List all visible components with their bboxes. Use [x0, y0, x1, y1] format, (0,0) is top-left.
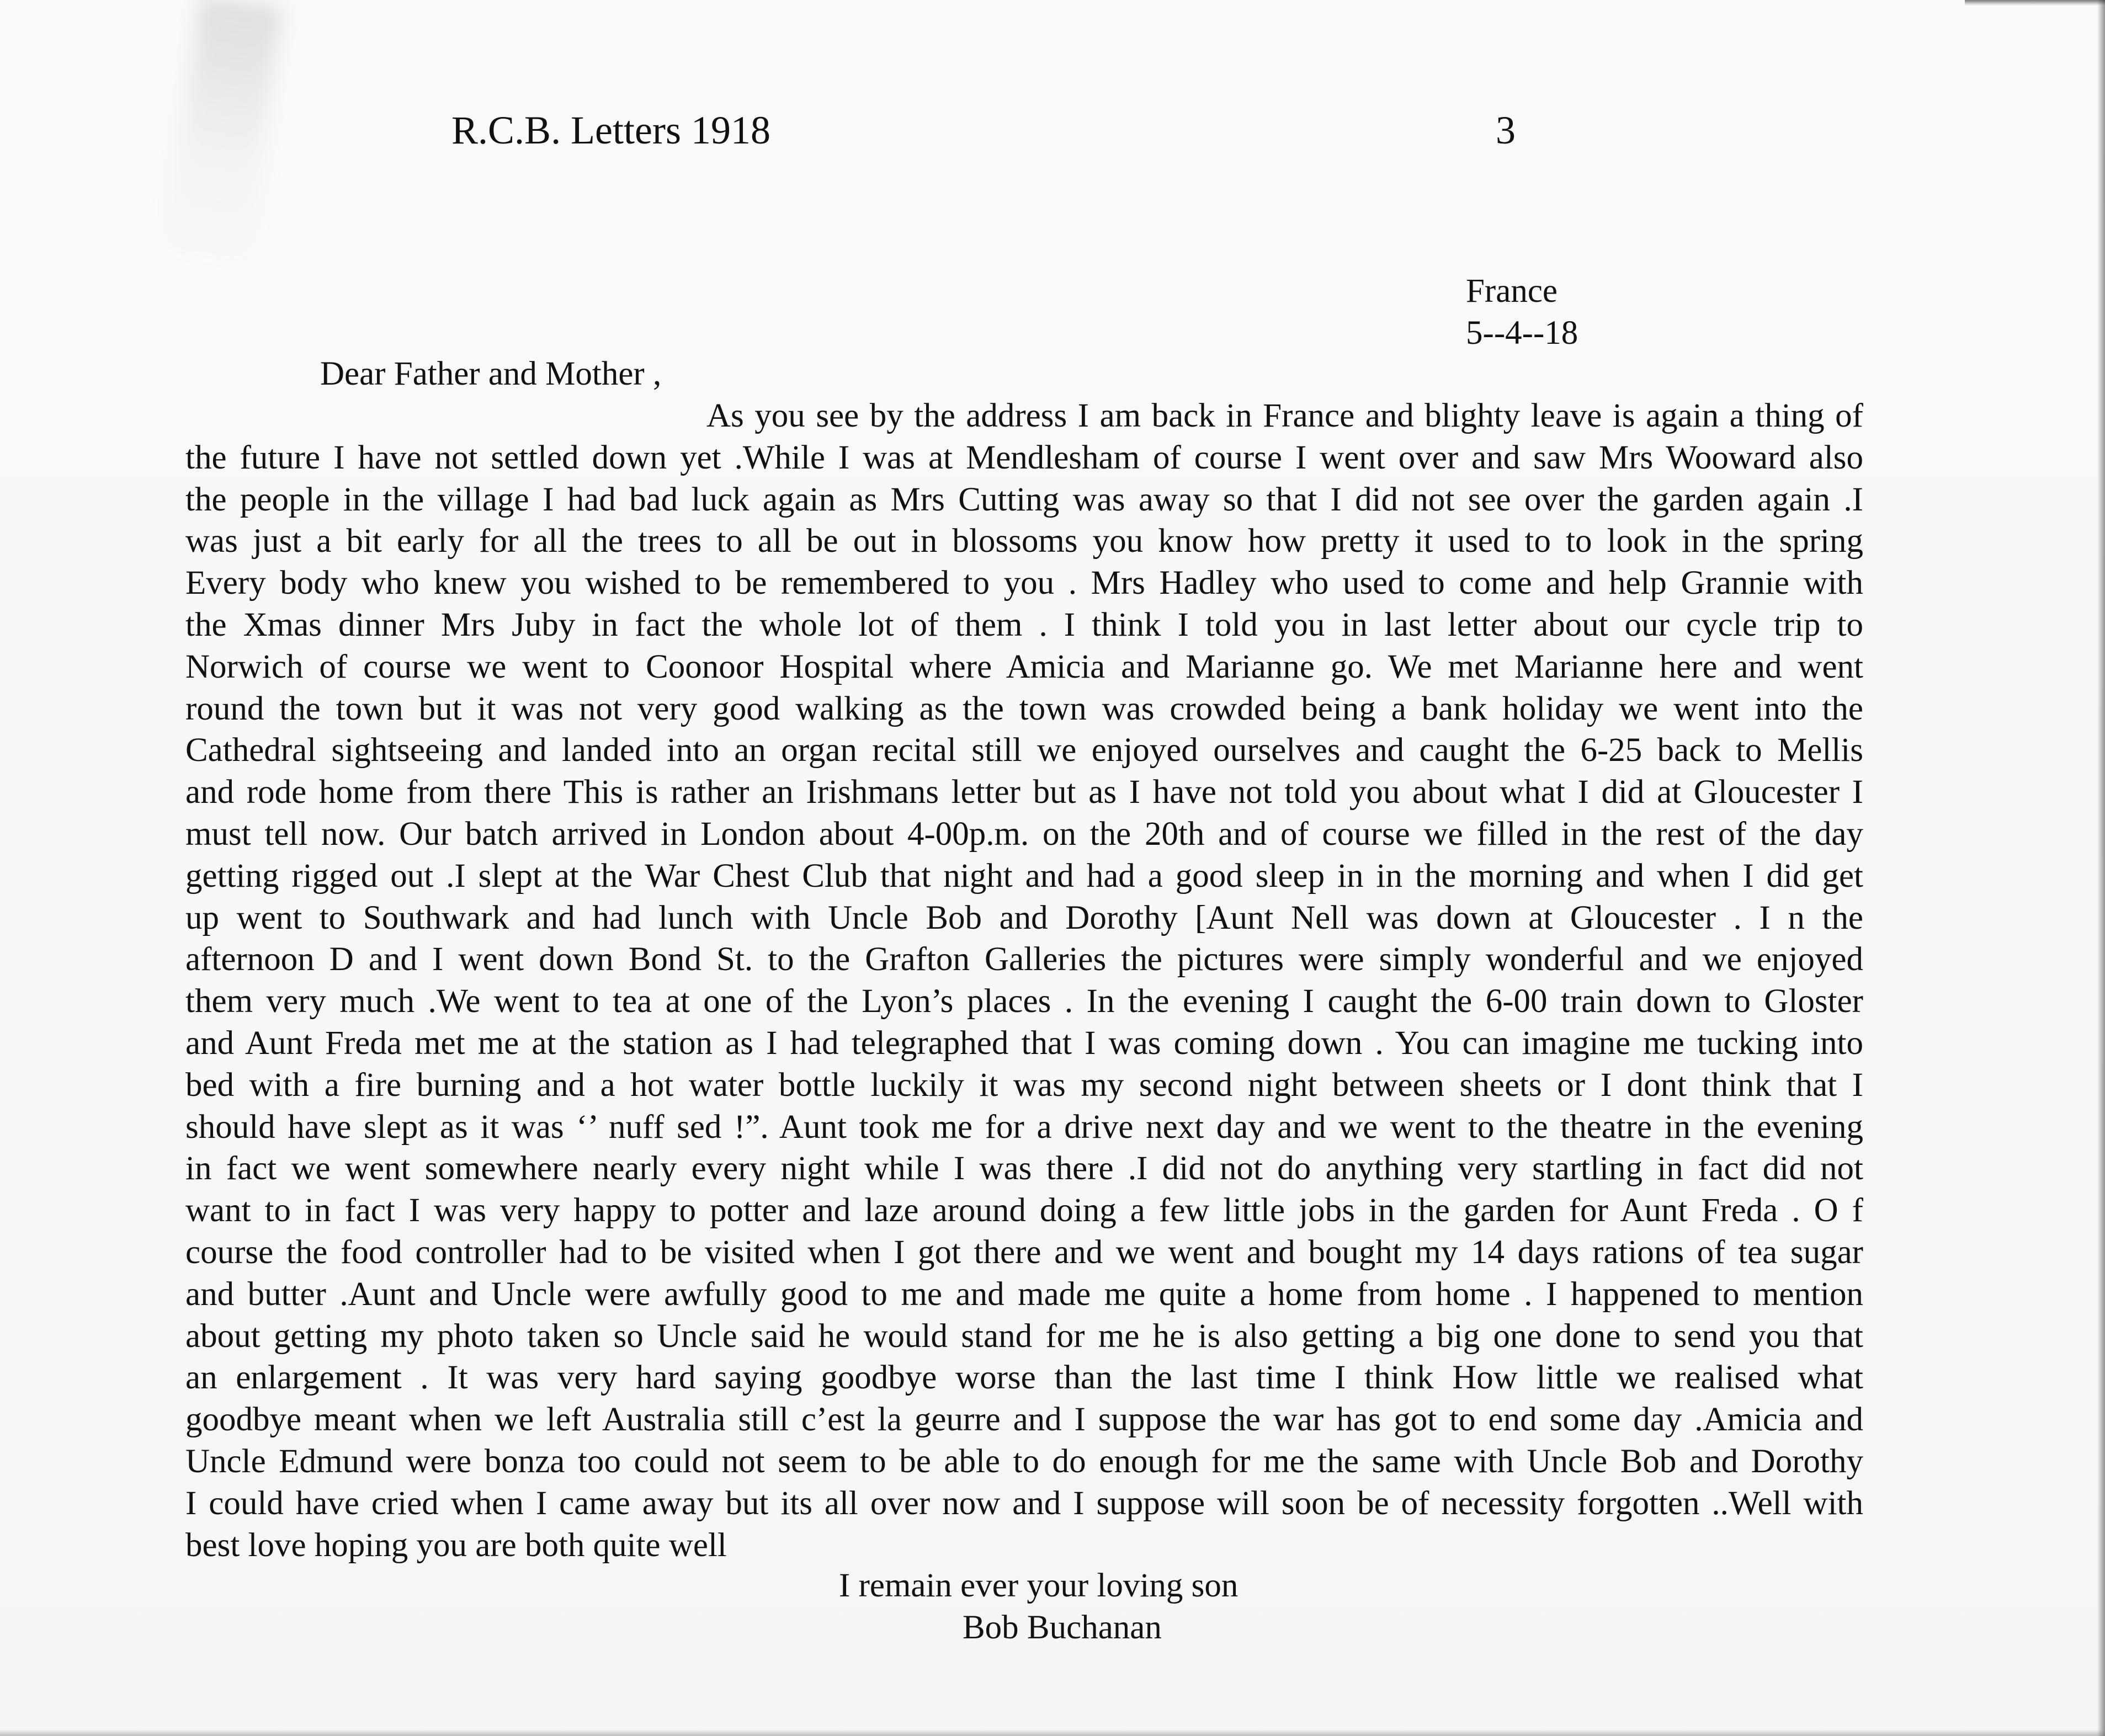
body-line: I could have cried when I came away but its all over now and I suppose will soon be of necessity forgotten ..Well with [185, 1484, 1863, 1522]
letter-signature: Bob Buchanan [963, 1609, 1162, 1646]
body-line: Every body who knew you wished to be remembered to you . Mrs Hadley who used to come and help Grannie with [185, 565, 1863, 602]
body-line: bed with a fire burning and a hot water bottle luckily it was my second night between sheets or I dont think that I [185, 1066, 1863, 1104]
body-line: should have slept as it was ‘’ nuff sed !”. Aunt took me for a drive next day and we went to the theatre in the evening [185, 1108, 1863, 1146]
letter-body [185, 395, 1863, 1566]
body-line: them very much .We went to tea at one of the Lyon’s places . In the evening I caught the 6-00 train down to Gloster [185, 983, 1863, 1020]
body-line: afternoon D and I went down Bond St. to the Grafton Galleries the pictures were simply wonderful and we enjoyed [185, 941, 1863, 978]
body-line: Uncle Edmund were bonza too could not seem to be able to do enough for me the same with Uncle Bob and Dorothy [185, 1442, 1863, 1480]
page-number: 3 [1496, 108, 1516, 152]
letter-closing: I remain ever your loving son [839, 1567, 1238, 1604]
letter-date: 5--4--18 [1466, 315, 1578, 352]
body-line: and Aunt Freda met me at the station as I had telegraphed that I was coming down . You can imagine me tucking into [185, 1024, 1863, 1062]
body-line: must tell now. Our batch arrived in London about 4-00p.m. on the 20th and of course we filled in the rest of the day [185, 815, 1863, 853]
body-line: want to in fact I was very happy to potter and laze around doing a few little jobs in the garden for Aunt Freda . O f [185, 1192, 1863, 1229]
body-line: Norwich of course we went to Coonoor Hospital where Amicia and Marianne go. We met Marianne here and went [185, 648, 1863, 685]
body-line: the future I have not settled down yet .While I was at Mendlesham of course I went over and saw Mrs Wooward also [185, 439, 1863, 476]
letter-salutation: Dear Father and Mother , [320, 355, 662, 392]
letter-place: France [1466, 273, 1558, 310]
scan-edge-right [2097, 0, 2105, 1736]
body-line: an enlargement . It was very hard saying goodbye worse than the last time I think How little we realised what [185, 1359, 1863, 1397]
scan-smudge [164, 0, 283, 264]
body-line: the people in the village I had bad luck again as Mrs Cutting was away so that I did not see over the garden again .I [185, 481, 1863, 518]
body-line: Cathedral sightseeing and landed into an organ recital still we enjoyed ourselves and caught the 6-25 back to Mellis [185, 732, 1863, 769]
body-line: round the town but it was not very good walking as the town was crowded being a bank holiday we went into the [185, 690, 1863, 727]
body-line: in fact we went somewhere nearly every night while I was there .I did not do anything very startling in fact did not [185, 1150, 1863, 1187]
body-line: best love hoping you are both quite well [185, 1526, 727, 1564]
scan-edge-bottom [0, 1729, 2105, 1736]
body-line: up went to Southwark and had lunch with Uncle Bob and Dorothy [Aunt Nell was down at Gloucester . I n the [185, 899, 1863, 936]
body-line: As you see by the address I am back in France and blighty leave is again a thing of [706, 397, 1863, 434]
scan-edge-top [1965, 0, 2105, 6]
body-line: and rode home from there This is rather an Irishmans letter but as I have not told you about what I did at Gloucester I [185, 774, 1863, 811]
body-line: was just a bit early for all the trees to all be out in blossoms you know how pretty it used to to look in the spring [185, 523, 1863, 560]
page-title: R.C.B. Letters 1918 [451, 108, 770, 152]
body-line: about getting my photo taken so Uncle said he would stand for me he is also getting a big one done to send you that [185, 1317, 1863, 1355]
body-line: and butter .Aunt and Uncle were awfully good to me and made me quite a home from home . I happened to mention [185, 1275, 1863, 1313]
body-line: course the food controller had to be visited when I got there and we went and bought my 14 days rations of tea sugar [185, 1233, 1863, 1271]
body-line: the Xmas dinner Mrs Juby in fact the whole lot of them . I think I told you in last letter about our cycle trip to [185, 606, 1863, 643]
letter-heading [1466, 270, 1578, 354]
body-line: getting rigged out .I slept at the War Chest Club that night and had a good sleep in in the morning and when I did get [185, 857, 1863, 894]
body-line: goodbye meant when we left Australia still c’est la geurre and I suppose the war has got to end some day .Amicia and [185, 1401, 1863, 1439]
